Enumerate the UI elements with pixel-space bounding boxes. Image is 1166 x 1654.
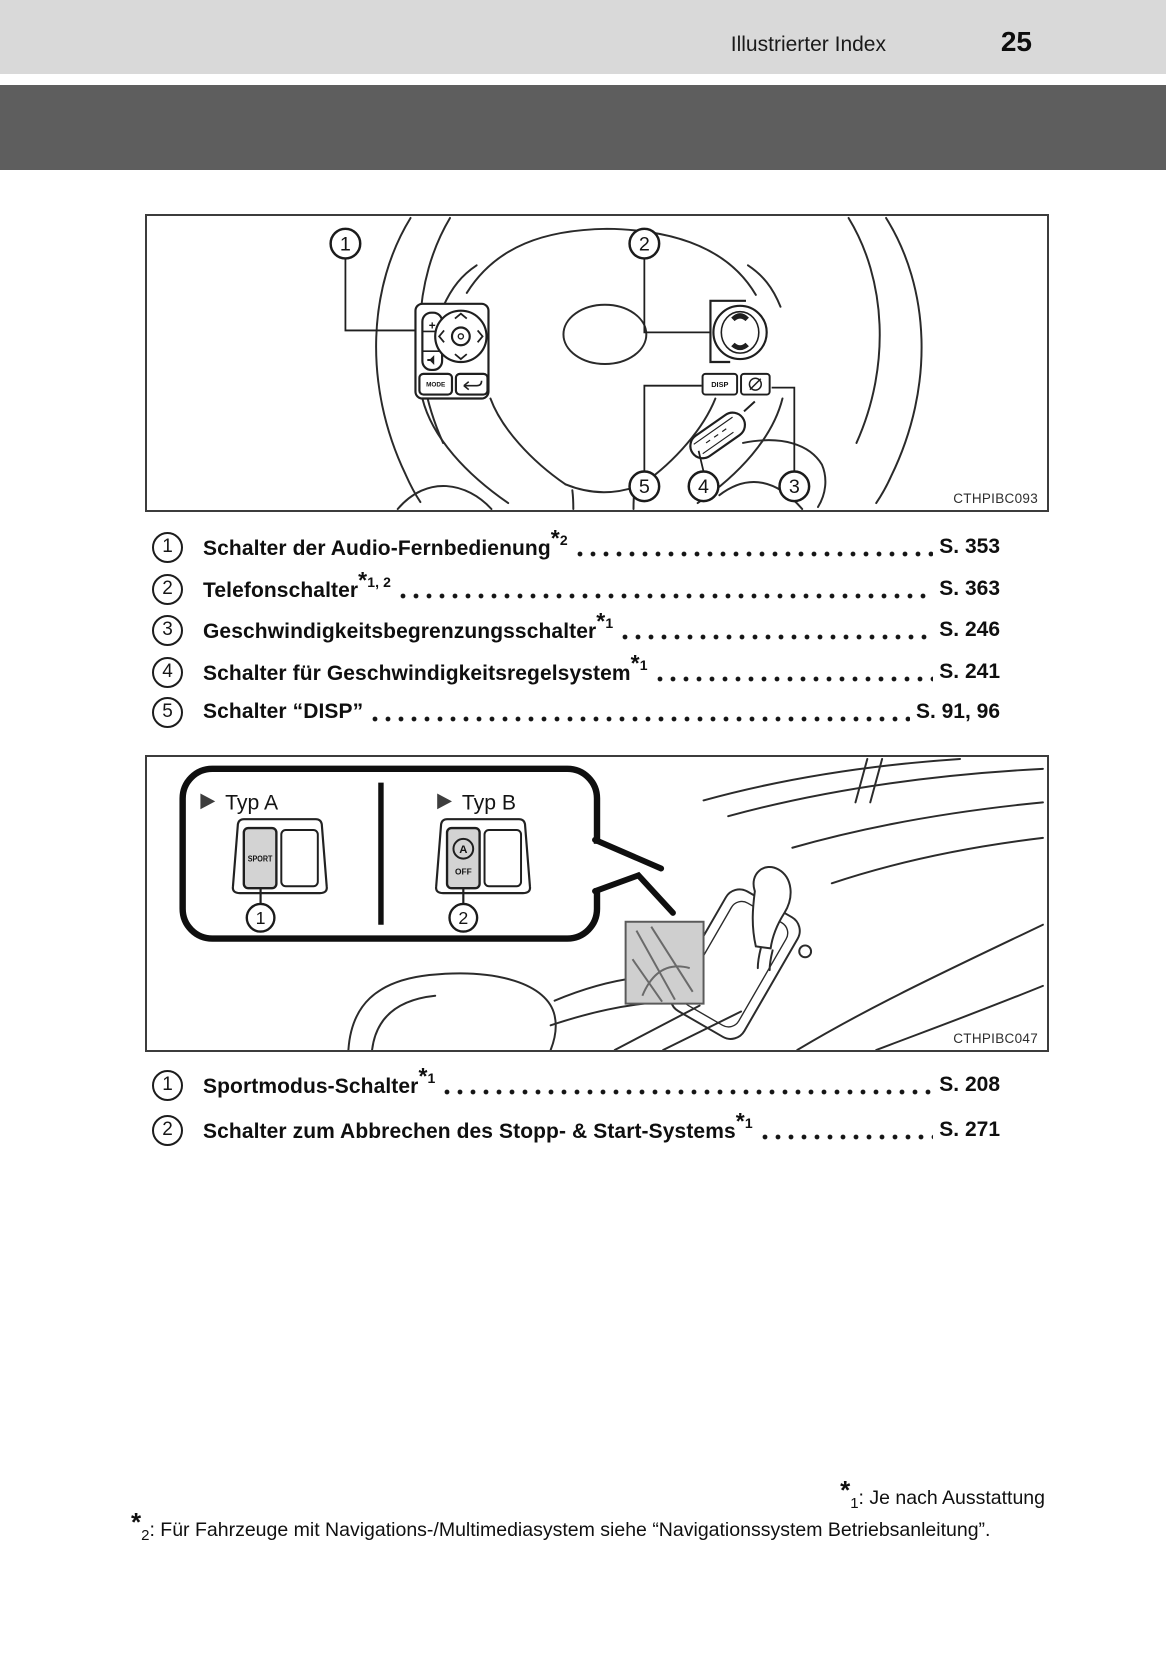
sport-button-label: SPORT [247, 854, 273, 864]
item-label: Telefonschalter [203, 578, 359, 602]
asterisk-icon: * [131, 1507, 142, 1537]
index-item-1: 1 Schalter der Audio-Fernbedienung*2 S. 353 [152, 530, 1000, 564]
item-label: Schalter “DISP” [203, 700, 364, 723]
callout-2-number: 2 [458, 908, 469, 929]
switch-location-highlight [626, 922, 704, 1004]
page-reference: S. 353 [939, 535, 1000, 558]
index-item-4: 4 Schalter für Geschwindigkeitsregelsystem*1 S. 241 [152, 655, 1000, 689]
page-number: 25 [1000, 26, 1032, 57]
index-item-stopstart: 2 Schalter zum Abbrechen des Stopp- & Start-Systems*1 S. 271 [152, 1113, 1000, 1147]
item-label: Geschwindigkeitsbegrenzungsschalter [203, 619, 597, 643]
dot-leader [657, 676, 934, 682]
page-title: Illustrierter Index [730, 33, 886, 56]
footnote-1-text: : Je nach Ausstattung [858, 1487, 1045, 1509]
item-number-badge: 1 [152, 1070, 183, 1101]
index-item-3: 3 Geschwindigkeitsbegrenzungsschalter*1 S. 246 [152, 613, 1000, 647]
footnote-marker: * [630, 649, 640, 676]
figure-steering-wheel [145, 214, 1049, 512]
footnote-marker: * [735, 1107, 745, 1134]
steering-emblem [563, 305, 646, 364]
item-label: Schalter zum Abbrechen des Stopp- & Start-Systems [203, 1119, 736, 1143]
item-label: Schalter für Geschwindigkeitsregelsystem [203, 661, 631, 685]
item-number-badge: 1 [152, 532, 183, 563]
callout-2-number: 2 [638, 233, 650, 256]
chapter-band [0, 85, 1166, 170]
callout-1-number: 1 [339, 233, 351, 256]
item-number-badge: 5 [152, 697, 183, 728]
footnote-1: $*_1$: Je nach Ausstattung [840, 1475, 1045, 1512]
item-label: Sportmodus-Schalter [203, 1074, 419, 1098]
page-reference: S. 208 [939, 1073, 1000, 1096]
callout-5-number: 5 [638, 476, 650, 499]
type-a-label: Typ A [225, 791, 279, 815]
asterisk-icon: * [840, 1475, 851, 1505]
figure1-code: CTHPIBC093 [953, 491, 1038, 506]
dot-leader [577, 551, 934, 557]
dot-leader [372, 716, 910, 722]
page-reference: S. 246 [939, 618, 1000, 641]
dot-leader [444, 1089, 933, 1095]
type-b-label: Typ B [461, 791, 517, 815]
bubble-tail [595, 840, 673, 913]
callout-4-number: 4 [698, 476, 710, 499]
header-band [0, 0, 1166, 74]
armrest [348, 973, 555, 1050]
mode-button-label: MODE [426, 381, 446, 389]
item-number-badge: 4 [152, 657, 183, 688]
footnote-2-text: : Für Fahrzeuge mit Navigations-/Multimediasystem siehe “Navigationssystem Betriebsanleitung”. [149, 1519, 991, 1541]
item-number-badge: 3 [152, 615, 183, 646]
phone-switch-cluster [710, 301, 766, 362]
auto-stop-off-label: OFF [454, 866, 472, 877]
item-label: Schalter der Audio-Fernbedienung [203, 536, 551, 560]
console-illustration [147, 757, 1047, 1050]
dot-leader [762, 1134, 934, 1140]
page-reference: S. 363 [939, 577, 1000, 600]
page-reference: S. 241 [939, 660, 1000, 683]
page-reference: S. 271 [939, 1118, 1000, 1141]
figure-console-switches [145, 755, 1049, 1052]
page-reference: S. 91, 96 [915, 700, 1000, 723]
volume-plus-label: + [428, 318, 436, 333]
item-number-badge: 2 [152, 1115, 183, 1146]
bubble-tail-gap [590, 844, 602, 888]
callout-3-number: 3 [788, 476, 800, 499]
back-button [456, 374, 488, 395]
figure1-callouts [331, 229, 809, 501]
item-number-badge: 2 [152, 574, 183, 605]
footnote-marker: * [418, 1062, 428, 1089]
footnote-marker: * [358, 566, 368, 593]
index-item-2: 2 Telefonschalter*1, 2 S. 363 [152, 572, 1000, 606]
steering-wheel-illustration [147, 216, 1047, 510]
footnote-marker: * [596, 607, 606, 634]
disp-button-label: DISP [711, 380, 729, 390]
figure2-code: CTHPIBC047 [953, 1031, 1038, 1046]
dot-leader [400, 593, 933, 599]
speed-limiter-button [741, 374, 770, 395]
auto-stop-letter: A [459, 844, 468, 857]
footnote-marker: * [550, 524, 560, 551]
shift-knob [753, 867, 791, 948]
index-item-sport: 1 Sportmodus-Schalter*1 S. 208 [152, 1068, 1000, 1102]
blank-switch [281, 830, 318, 886]
blank-switch [485, 830, 522, 886]
index-item-5 [152, 695, 1000, 729]
dot-leader [622, 634, 933, 640]
callout-1-number: 1 [255, 908, 266, 929]
footnote-2: $*_2$: Für Fahrzeuge mit Navigations-/Multimediasystem siehe “Navigationssystem Betriebsanleitung”. [131, 1507, 991, 1544]
